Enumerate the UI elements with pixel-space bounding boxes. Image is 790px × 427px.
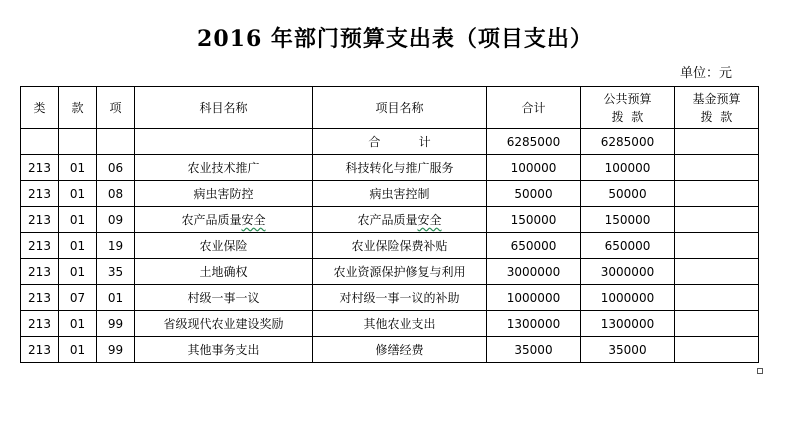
table-row xyxy=(21,285,759,311)
cell-subject-name: 省级现代农业建设奖励 xyxy=(135,311,313,337)
cell-fund-budget xyxy=(675,259,759,285)
cell-lei: 213 xyxy=(21,311,59,337)
spellcheck-underline: 安全 xyxy=(417,213,442,227)
cell-xiang: 09 xyxy=(97,207,135,233)
cell-public-budget: 50000 xyxy=(581,181,675,207)
header-public-line1: 公共预算 xyxy=(603,91,652,106)
cell-fund-budget xyxy=(675,233,759,259)
cell-xiang: 35 xyxy=(97,259,135,285)
cell-fund-budget xyxy=(675,207,759,233)
table-row xyxy=(21,155,759,181)
cell-subject-name: 农业技术推广 xyxy=(135,155,313,181)
header-total: 合计 xyxy=(487,87,581,129)
cell-fund-budget xyxy=(675,285,759,311)
total-row xyxy=(21,129,759,155)
cell-kuan: 01 xyxy=(59,155,97,181)
header-fund-line1: 基金预算 xyxy=(692,91,741,106)
cell-lei: 213 xyxy=(21,207,59,233)
cell-fund-budget xyxy=(675,311,759,337)
table-row xyxy=(21,311,759,337)
table-row xyxy=(21,337,759,363)
cell-public-budget: 1300000 xyxy=(581,311,675,337)
cell-public-budget: 1000000 xyxy=(581,285,675,311)
cell-total: 50000 xyxy=(487,181,581,207)
cell-project-name: 对村级一事一议的补助 xyxy=(313,285,487,311)
header-fund-budget xyxy=(675,87,759,129)
cell-subject-name: 农业保险 xyxy=(135,233,313,259)
cell-total: 1000000 xyxy=(487,285,581,311)
cell-public-budget: 150000 xyxy=(581,207,675,233)
cell-public-budget: 3000000 xyxy=(581,259,675,285)
cell-kuan: 01 xyxy=(59,207,97,233)
header-row xyxy=(21,87,759,129)
cell-public-budget: 650000 xyxy=(581,233,675,259)
table-row xyxy=(21,181,759,207)
header-kuan: 款 xyxy=(59,87,97,129)
cell-subject-name: 村级一事一议 xyxy=(135,285,313,311)
cell-total: 650000 xyxy=(487,233,581,259)
cell-kuan: 07 xyxy=(59,285,97,311)
table-row xyxy=(21,233,759,259)
cell-subject-name: 农产品质量安全 xyxy=(135,207,313,233)
cell-total: 100000 xyxy=(487,155,581,181)
table-row xyxy=(21,207,759,233)
cell-kuan: 01 xyxy=(59,259,97,285)
total-public: 6285000 xyxy=(581,129,675,155)
cell-lei: 213 xyxy=(21,233,59,259)
header-public-line2: 拨 款 xyxy=(611,109,644,124)
header-subject-name: 科目名称 xyxy=(135,87,313,129)
cell-xiang: 01 xyxy=(97,285,135,311)
cell-subject-name: 其他事务支出 xyxy=(135,337,313,363)
cell-project-name: 农业保险保费补贴 xyxy=(313,233,487,259)
cell-subject-name: 病虫害防控 xyxy=(135,181,313,207)
cell-lei: 213 xyxy=(21,155,59,181)
cell-xiang: 08 xyxy=(97,181,135,207)
cell-lei: 213 xyxy=(21,259,59,285)
cell-xiang: 06 xyxy=(97,155,135,181)
spellcheck-underline: 安全 xyxy=(241,213,266,227)
cell-lei: 213 xyxy=(21,181,59,207)
cell-project-name: 其他农业支出 xyxy=(313,311,487,337)
unit-label: 单位：元 xyxy=(680,66,733,81)
cell-lei: 213 xyxy=(21,337,59,363)
cell-total: 150000 xyxy=(487,207,581,233)
cell-kuan: 01 xyxy=(59,311,97,337)
cell-project-name: 修缮经费 xyxy=(313,337,487,363)
cell-public-budget: 100000 xyxy=(581,155,675,181)
header-project-name: 项目名称 xyxy=(313,87,487,129)
cell-fund-budget xyxy=(675,155,759,181)
total-fund xyxy=(675,129,759,155)
cell-fund-budget xyxy=(675,337,759,363)
resize-handle[interactable] xyxy=(757,368,763,374)
cell-xiang: 99 xyxy=(97,311,135,337)
cell-project-name: 科技转化与推广服务 xyxy=(313,155,487,181)
header-public-budget xyxy=(581,87,675,129)
cell-subject-name: 土地确权 xyxy=(135,259,313,285)
cell-xiang: 99 xyxy=(97,337,135,363)
cell-project-name: 农产品质量安全 xyxy=(313,207,487,233)
total-label: 合 计 xyxy=(313,129,487,155)
cell-project-name: 病虫害控制 xyxy=(313,181,487,207)
table-row xyxy=(21,259,759,285)
cell-kuan: 01 xyxy=(59,181,97,207)
cell-total: 35000 xyxy=(487,337,581,363)
cell-kuan: 01 xyxy=(59,337,97,363)
cell-fund-budget xyxy=(675,181,759,207)
budget-table xyxy=(20,86,759,363)
header-fund-line2: 拨 款 xyxy=(700,109,733,124)
cell-total: 3000000 xyxy=(487,259,581,285)
cell-lei: 213 xyxy=(21,285,59,311)
header-xiang: 项 xyxy=(97,87,135,129)
total-amount: 6285000 xyxy=(487,129,581,155)
page-title: 2016 年部门预算支出表（项目支出） xyxy=(197,26,593,52)
cell-xiang: 19 xyxy=(97,233,135,259)
cell-public-budget: 35000 xyxy=(581,337,675,363)
cell-kuan: 01 xyxy=(59,233,97,259)
cell-total: 1300000 xyxy=(487,311,581,337)
header-lei: 类 xyxy=(21,87,59,129)
cell-project-name: 农业资源保护修复与利用 xyxy=(313,259,487,285)
